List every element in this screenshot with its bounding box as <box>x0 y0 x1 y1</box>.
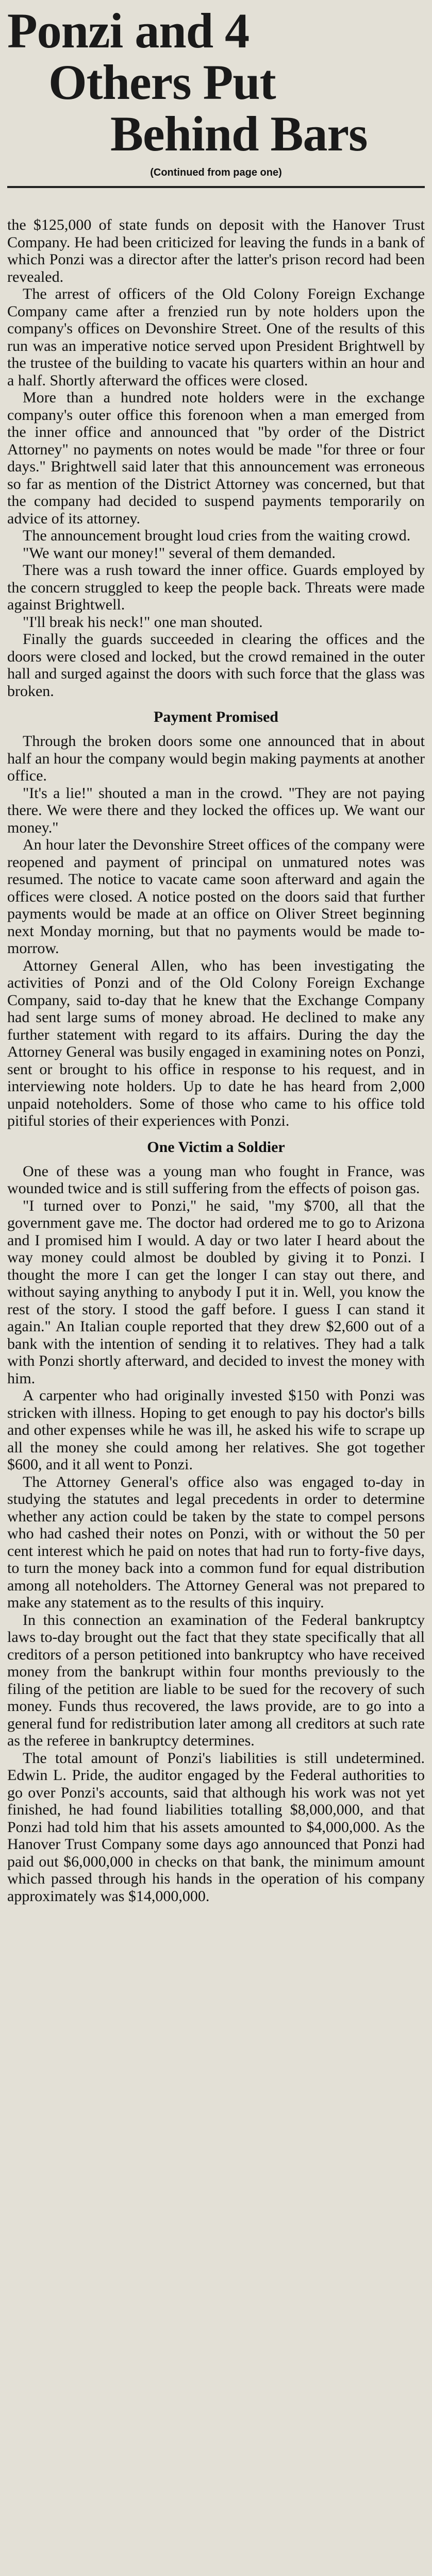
paragraph: The Attorney General's office also was engaged to-day in studying the statutes and legal precedents in order to determine whether any action could be taken by the state to compel persons who had cashed their notes on Ponzi, with or without the 50 per cent interest which he paid on notes that had run to forty-five days, to turn the money back into a common fund for equal distribution among all noteholders. The Attorney General was not prepared to make any statement as to the results of this inquiry. <box>7 1473 425 1611</box>
paragraph: "I'll break his neck!" one man shouted. <box>23 613 263 631</box>
paragraph: Attorney General Allen, who has been investigating the activities of Ponzi and of the Old Colony Foreign Exchange Company, said to-day that he knew that the Exchange Company had sent large sums of money abroad. He declined to make any further statement with regard to its affairs. During the day the Attorney General was busily engaged in examining notes on Ponzi, sent or brought to his office in response to his request, and in interviewing note holders. Up to date he has heard from 2,000 unpaid noteholders. Some of those who came to his office told pitiful stories of their experiences with Ponzi. <box>7 957 425 1129</box>
paragraph: "It's a lie!" shouted a man in the crowd. "They are not paying there. We were there and they locked the offices up. We want our money." <box>7 784 425 836</box>
paragraph: There was a rush toward the inner office. Guards employed by the concern struggled to keep the people back. Threats were made against Brightwell. <box>7 562 425 613</box>
paragraph: Through the broken doors some one announced that in about half an hour the company would begin making payments at another office. <box>7 733 425 784</box>
paragraph: A carpenter who had originally invested $150 with Ponzi was stricken with illness. Hoping to get enough to pay his doctor's bills and other expenses while he was ill, he asked his wife to scrape up all the money she could among her relatives. She got together $600, and it all went to Ponzi. <box>7 1387 425 1473</box>
paragraph: "I turned over to Ponzi," he said, "my $700, all that the government gave me. The doctor had ordered me to go to Arizona and I promised him I would. A day or two later I heard about the way money could almost be doubled by giving it to Ponzi. I thought the more I can get the longer I can stay out there, and without saying anything to anybody I put it in. Well, you know the rest of the story. I stood the gaff before. I guess I can stand it again." An Italian couple reported that they drew $2,600 out of a bank with the intention of sending it to relatives. They had a talk with Ponzi shortly afterward, and decided to invest the money with him. <box>7 1197 425 1387</box>
headline <box>0 0 432 160</box>
paragraph: In this connection an examination of the Federal bankruptcy laws to-day brought out the fact that they state specifically that all creditors of a person petitioned into bankruptcy who have received money from the bankrupt within four months previously to the filing of the petition are liable to be sued for the recovery of such money. Funds thus recovered, the laws provide, are to go into a general fund for redistribution later among all creditors at such rate as the referee in bankruptcy determines. <box>7 1611 425 1749</box>
top-rule <box>7 186 425 188</box>
paragraph: More than a hundred note holders were in the exchange company's outer office this forenoon when a man emerged from the inner office and announced that "by order of the District Attorney" no payments on notes would be made "for three or four days." Brightwell said later that this announcement was erroneous so far as mention of the District Attorney was concerned, but that the company had decided to suspend payments temporarily on advice of its attorney. <box>7 389 425 527</box>
continued-note: (Continued from page one) <box>150 167 282 178</box>
paragraph: The announcement brought loud cries from the waiting crowd. <box>23 527 411 544</box>
headline-line-1: Ponzi and 4 <box>7 3 250 58</box>
headline-line-2: Others Put <box>48 55 276 110</box>
paragraph: An hour later the Devonshire Street offices of the company were reopened and payment of principal on unmatured notes was resumed. The notice to vacate came soon afterward and again the offices were closed. A notice posted on the doors said that further payments would be made at an office on Oliver Street beginning next Monday morning, but that no payments would be made to-morrow. <box>7 836 425 957</box>
paragraph: Finally the guards succeeded in clearing the offices and the doors were closed and locked, but the crowd remained in the outer hall and surged against the doors with such force that the glass was broken. <box>7 631 425 700</box>
paragraph: "We want our money!" several of them demanded. <box>23 544 336 562</box>
article-body <box>7 216 425 2576</box>
paragraph: The arrest of officers of the Old Colony Foreign Exchange Company came after a frenzied run by note holders upon the company's offices on Devonshire Street. One of the results of this run was an imperative notice served upon President Brightwell by the trustee of the building to vacate his quarters within an hour and a half. Shortly afterward the offices were closed. <box>7 285 425 389</box>
paragraph: One of these was a young man who fought in France, was wounded twice and is still suffering from the effects of poison gas. <box>7 1162 425 1197</box>
paragraph: the $125,000 of state funds on deposit with the Hanover Trust Company. He had been criticized for leaving the funds in a bank of which Ponzi was a director after the latter's prison record had been revealed. <box>7 216 425 285</box>
paragraph: The total amount of Ponzi's liabilities is still undetermined. Edwin L. Pride, the auditor engaged by the Federal authorities to go over Ponzi's accounts, said that although his work was not yet finished, he had found liabilities totalling $8,000,000, and that Ponzi had told him that his assets amounted to $4,000,000. As the Hanover Trust Company some days ago announced that Ponzi had paid out $6,000,000 in checks on that bank, the minimum amount which passed through his hands in the operation of his company approximately was $14,000,000. <box>7 1749 425 1905</box>
headline-line-3: Behind Bars <box>110 106 368 161</box>
subhead-payment-promised: Payment Promised <box>154 708 278 725</box>
subhead-one-victim-a-soldier: One Victim a Soldier <box>147 1138 285 1156</box>
